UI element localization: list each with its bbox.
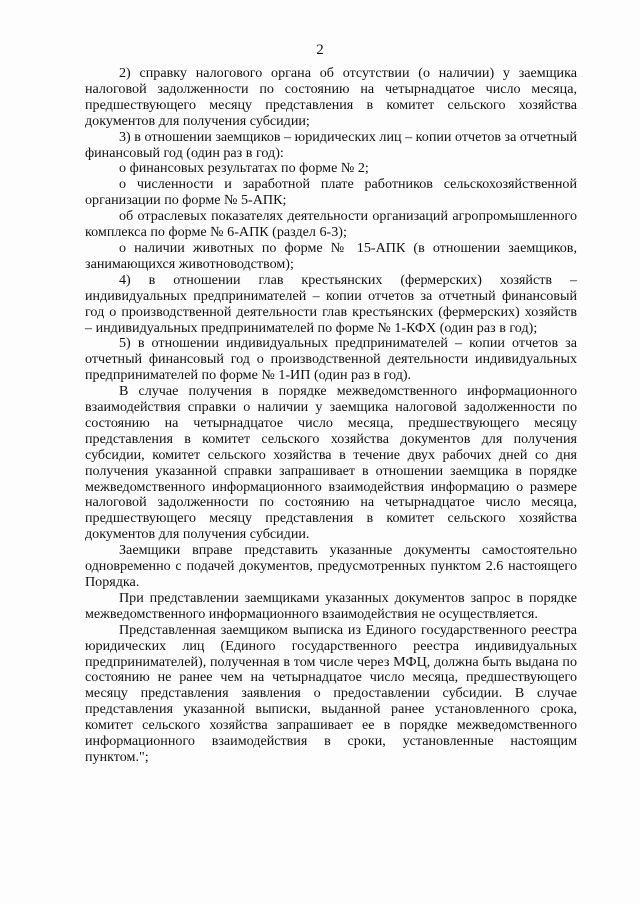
paragraph-employees-salary: о численности и заработной плате работников сельскохозяйственной организации по форме № 5-АПК; bbox=[85, 176, 577, 209]
paragraph-registry-extract: Представленная заемщиком выписка из Единого государственного реестра юридических лиц (Единого государственного реестра индивидуальных предпринимателей), полученная в том числе через МФЦ, должна быть выдана по состоянию не ранее чем на четырнадцатое число месяца, предшествующего месяцу представления заявления о предоставлении субсидии. В случае представления указанной выписки, выданной ранее установленного срока, комитет сельского хозяйства запрашивает ее в порядке межведомственного информационного взаимодействия в сроки, установленные настоящим пунктом."; bbox=[85, 621, 577, 765]
document-body bbox=[85, 66, 577, 766]
paragraph-interagency-request: В случае получения в порядке межведомственного информационного взаимодействия справки о наличии у заемщика налоговой задолженности по состоянию на четырнадцатое число месяца, предшествующего месяцу представления в комитет сельского хозяйства документов для получения субсидии, комитет сельского хозяйства в течение двух рабочих дней со дня получения указанной справки запрашивает в отношении заемщика в порядке межведомственного информационного взаимодействия информацию о размере налоговой задолженности по состоянию на четырнадцатое число месяца, предшествующего месяцу представления в комитет сельского хозяйства документов для получения субсидии. bbox=[85, 383, 577, 543]
paragraph-no-request: При представлении заемщиками указанных документов запрос в порядке межведомственного информационного взаимодействия не осуществляется. bbox=[85, 589, 577, 622]
page-number: 2 bbox=[316, 42, 324, 58]
paragraph-item-4-farm-heads: 4) в отношении глав крестьянских (фермерских) хозяйств – индивидуальных предпринимателей – копии отчетов за отчетный финансовый год о производственной деятельности глав крестьянских (фермерских) хозяйств – индивидуальных предпринимателей по форме № 1-КФХ (один раз в год); bbox=[85, 271, 577, 336]
paragraph-item-2-tax-certificate: 2) справку налогового органа об отсутствии (о наличии) у заемщика налоговой задолженности по состоянию на четырнадцатое число месяца, предшествующего месяцу представления в комитет сельского хозяйства документов для получения субсидии; bbox=[85, 65, 577, 129]
paragraph-financial-results: о финансовых результатах по форме № 2; bbox=[119, 160, 369, 177]
paragraph-self-submission: Заемщики вправе представить указанные документы самостоятельно одновременно с подачей документов, предусмотренных пунктом 2.6 настоящего Порядка. bbox=[85, 542, 577, 590]
paragraph-industry-indicators: об отраслевых показателях деятельности организаций агропромышленного комплекса по форме № 6-АПК (раздел 6-3); bbox=[85, 208, 577, 241]
paragraph-item-3-legal-entities: 3) в отношении заемщиков – юридических лиц – копии отчетов за отчетный финансовый год (один раз в год): bbox=[85, 128, 577, 161]
paragraph-livestock: о наличии животных по форме № 15-АПК (в отношении заемщиков, занимающихся животноводством); bbox=[85, 239, 577, 272]
paragraph-item-5-entrepreneurs: 5) в отношении индивидуальных предпринимателей – копии отчетов за отчетный финансовый год о производственной деятельности индивидуальных предпринимателей по форме № 1-ИП (один раз в год). bbox=[85, 335, 577, 384]
